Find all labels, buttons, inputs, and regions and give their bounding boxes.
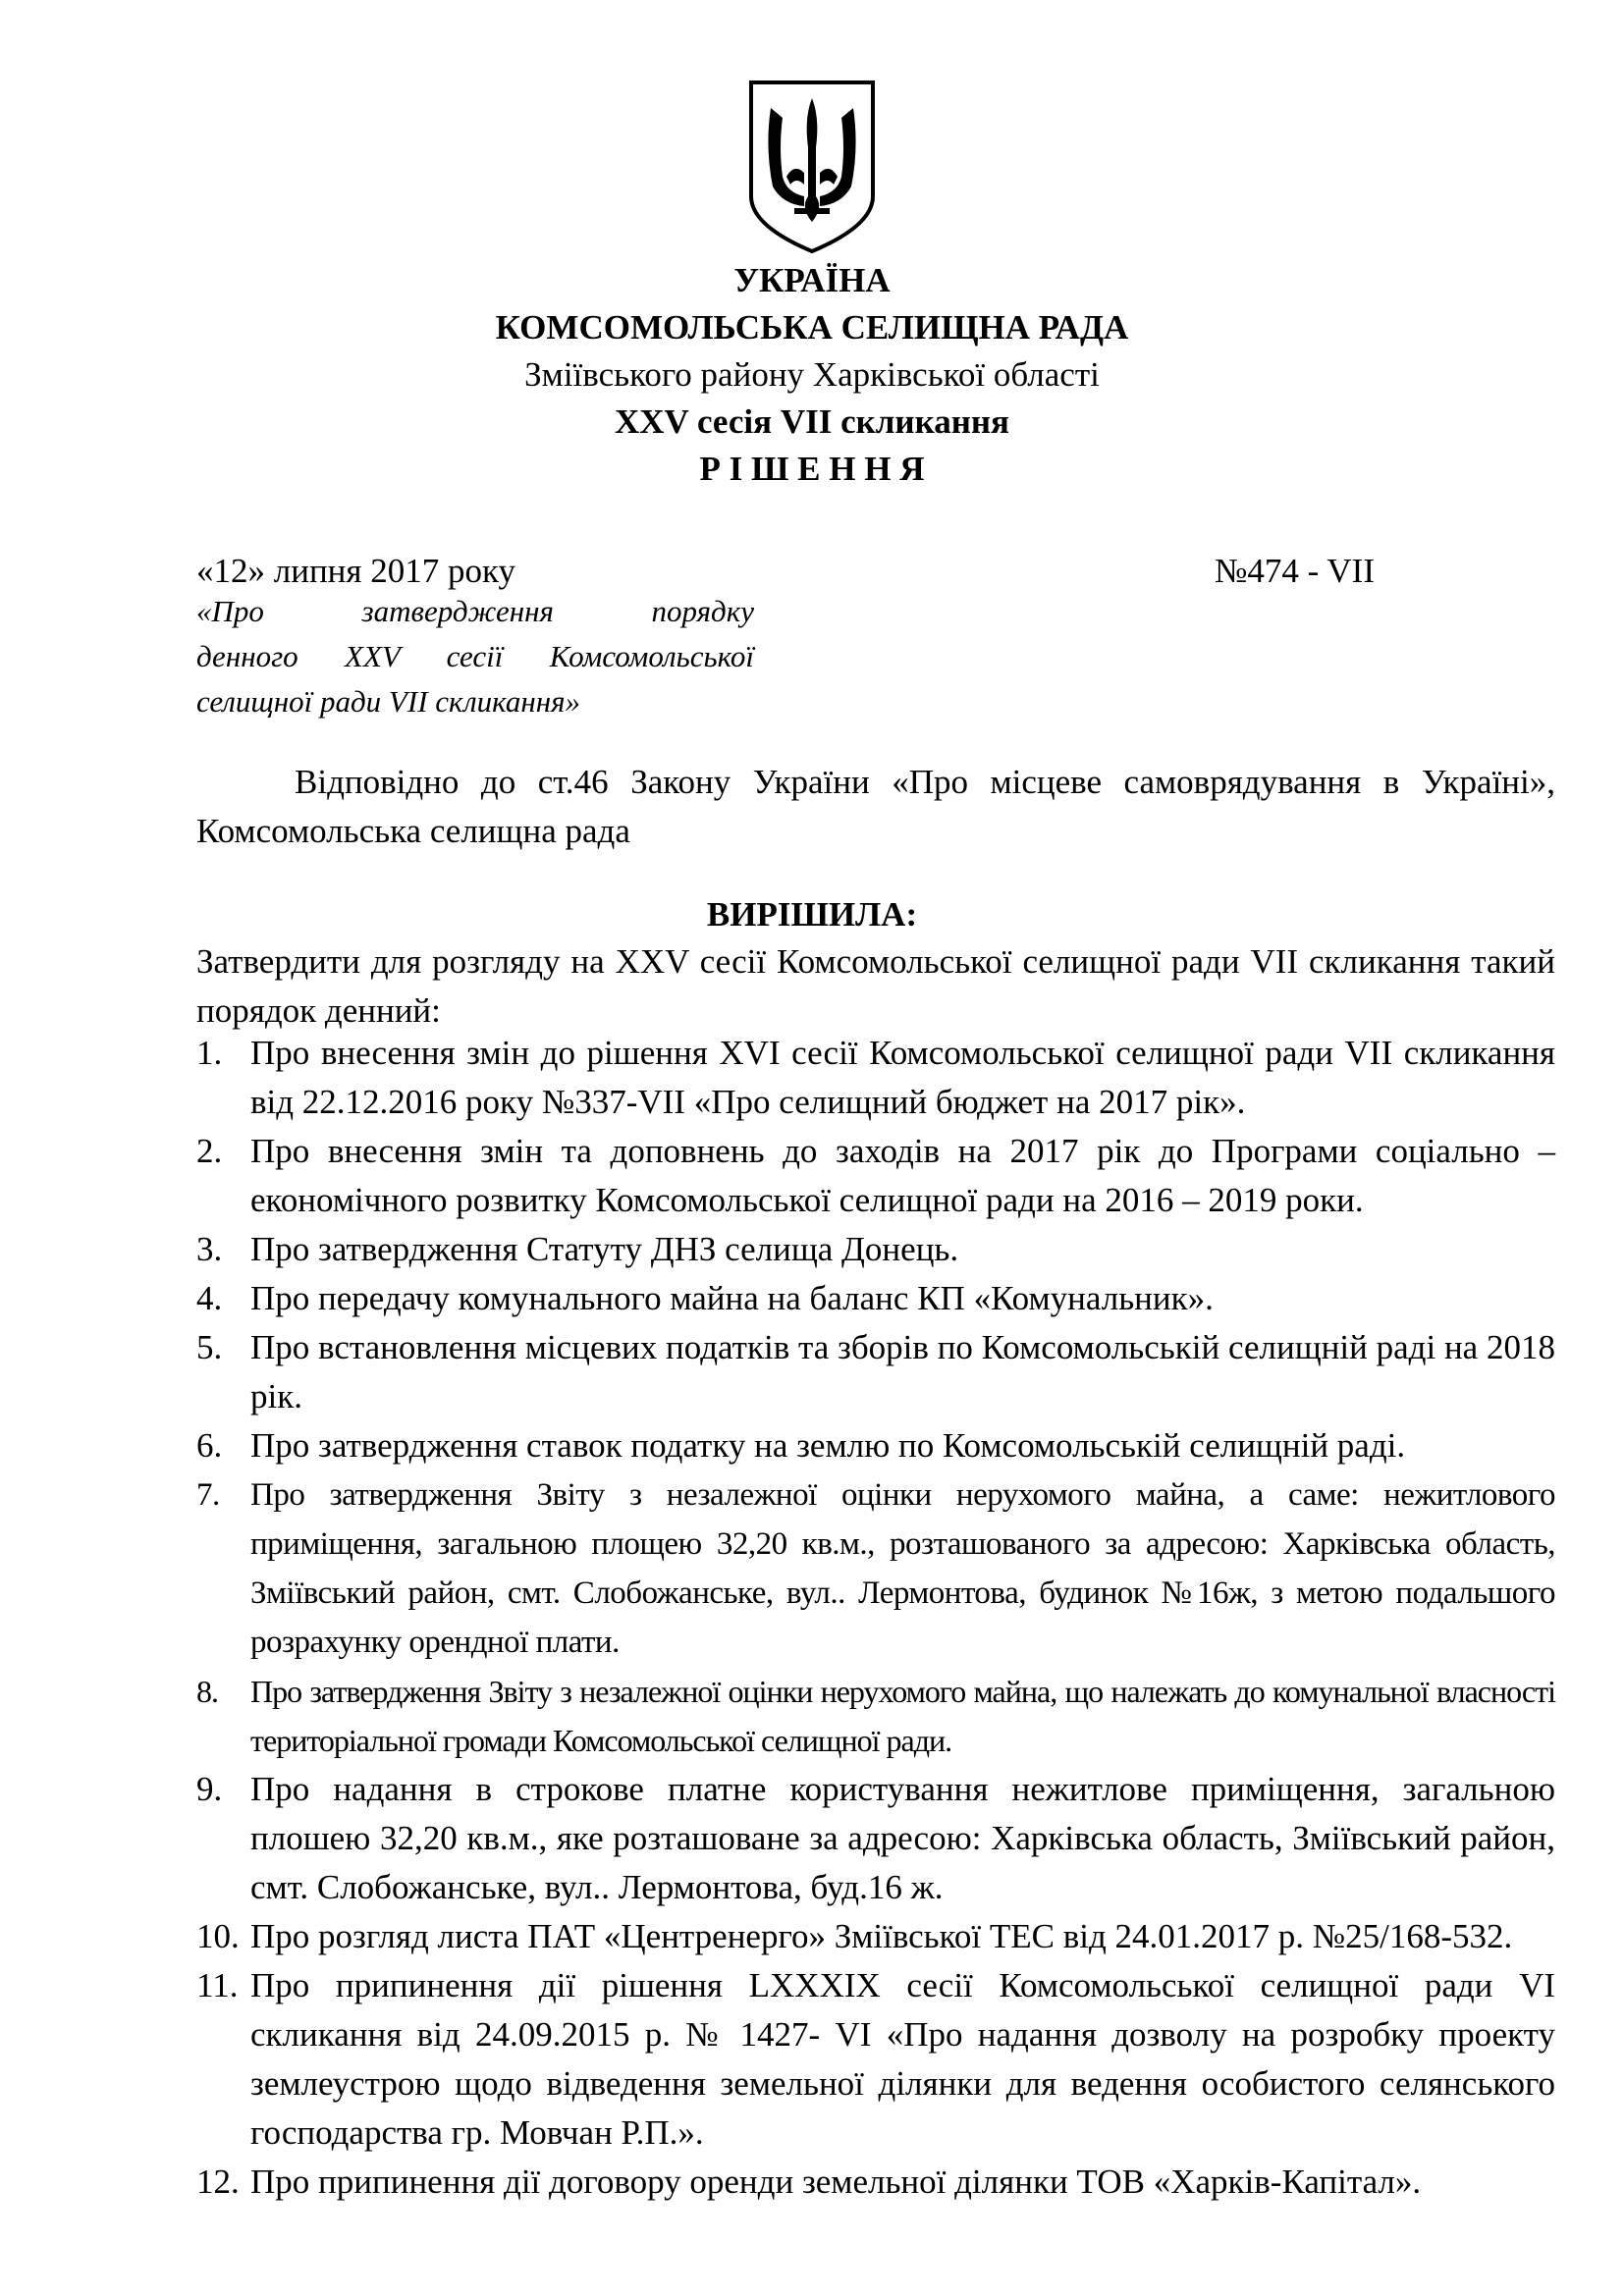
intro-paragraph: Затвердити для розгляду на XXV сесії Комсомольської селищної ради VII скликання такий порядок денний: [196,942,1555,1030]
document-header [0,257,1624,493]
trident-emblem-icon [743,79,881,255]
agenda-item [196,1225,1555,1274]
country-title: УКРАЇНА [733,261,891,299]
agenda-item-number: 2. [196,1132,223,1170]
decision-number: №474 - VII [1214,552,1375,590]
agenda-item-text: Про встановлення місцевих податків та зборів по Комсомольській селищній раді на 2018 рік. [250,1328,1555,1415]
agenda-item [196,1912,1555,1961]
preamble-paragraph: Відповідно до ст.46 Закону України «Про місцеве самоврядування в Україні», Комсомольська селищна рада [196,763,1555,850]
agenda-item-text: Про затвердження Звіту з незалежної оцінки нерухомого майна, що належать до комунальної власності територіальної громади Комсомольської селищної ради. [250,1674,1555,1758]
agenda-item-text: Про внесення змін до рішення XVI сесії Комсомольської селищної ради VII скликання від 22.12.2016 року №337-VII «Про селищний бюджет на 2017 рік». [250,1034,1555,1121]
subject-line: «Про затвердження порядку [196,594,754,628]
agenda-item [196,1765,1555,1912]
agenda-item [196,2158,1555,2207]
agenda-item-number: 4. [196,1279,223,1317]
agenda-item-text: Про затвердження Звіту з незалежної оцінки нерухомого майна, а саме: нежитлового приміщення, загальною площею 32,20 кв.м., розташованого за адресою: Харківська область, Зміївський район, смт. Слобожанське, вул.. Лермонтова, будинок №16ж, з метою подальшого розрахунку орендної плати. [250,1477,1555,1660]
decided-heading: ВИРІШИЛА: [706,895,918,934]
doc-type-title: Р І Ш Е Н Н Я [699,450,925,488]
agenda-item-text: Про внесення змін та доповнень до заходів на 2017 рік до Програми соціально – економічного розвитку Комсомольської селищної ради на 2016 – 2019 роки. [250,1132,1555,1219]
decision-date: «12» липня 2017 року [196,552,516,590]
agenda-item-text: Про передачу комунального майна на баланс КП «Комунальник». [250,1279,1214,1317]
agenda-item [196,1421,1555,1470]
agenda-item-number: 11. [196,1966,239,2004]
agenda-item-number: 7. [196,1477,220,1513]
agenda-item [196,1323,1555,1421]
council-title: КОМСОМОЛЬСЬКА СЕЛИЩНА РАДА [495,308,1129,347]
agenda-item-number: 1. [196,1034,223,1072]
agenda-item-number: 6. [196,1426,223,1465]
agenda-item-number: 10. [196,1917,240,1955]
agenda-list [196,1029,1555,2207]
agenda-item [196,1274,1555,1323]
agenda-item-number: 3. [196,1230,223,1268]
decision-subject [196,589,754,724]
agenda-item-text: Про припинення дії договору оренди земельної ділянки ТОВ «Харків-Капітал». [250,2163,1422,2201]
agenda-item-text: Про припинення дії рішення LXXXIX сесії Комсомольської селищної ради VI скликання від 24.09.2015 р. № 1427- VI «Про надання дозволу на розробку проекту землеустрою щодо відведення земельної ділянки для ведення особистого селянського господарства гр. Мовчан Р.П.». [250,1966,1555,2152]
agenda-item-text: Про затвердження Статуту ДНЗ селища Донець. [250,1230,959,1268]
agenda-item-number: 12. [196,2163,240,2201]
subject-line: селищної ради VII скликання» [196,684,581,719]
agenda-item-text: Про розгляд листа ПАТ «Центренерго» Зміївської ТЕС від 24.01.2017 р. №25/168-532. [250,1917,1513,1955]
agenda-item-number: 5. [196,1328,223,1366]
agenda-item [196,1961,1555,2158]
agenda-item-text: Про затвердження ставок податку на землю по Комсомольській селищній раді. [250,1426,1406,1465]
district-line: Зміївського району Харківської області [524,355,1100,394]
agenda-item [196,1667,1555,1765]
agenda-item-text: Про надання в строкове платне користування нежитлове приміщення, загальною плошею 32,20 кв.м., яке розташоване за адресою: Харківська область, Зміївський район, смт. Слобожанське, вул.. Лермонтова, буд.16 ж. [250,1770,1555,1906]
agenda-item-number: 9. [196,1770,223,1808]
subject-line: денного XXV сесії Комсомольської [196,639,754,673]
agenda-item [196,1470,1555,1667]
agenda-item [196,1029,1555,1127]
agenda-item-number: 8. [196,1674,218,1709]
session-line: XXV сесія VII скликання [615,402,1009,441]
agenda-item [196,1127,1555,1225]
